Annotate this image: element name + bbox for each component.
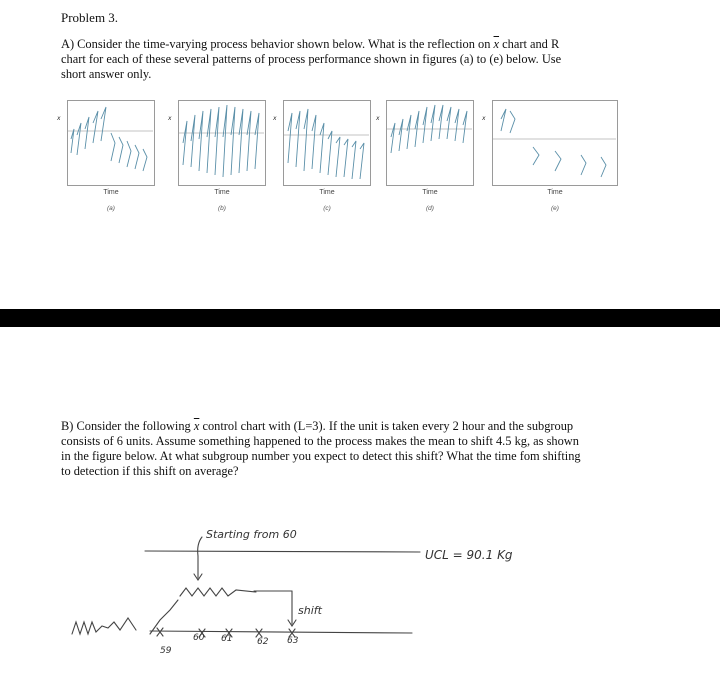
- figure-a-time-label: Time: [103, 189, 119, 196]
- part-b-line1-pre: B) Consider the following: [61, 419, 194, 433]
- subgroup-label-59: 59: [160, 646, 172, 656]
- part-a-line2: chart for each of these several patterns of process performance shown in figures (a) to (e) below. Use: [61, 52, 562, 66]
- xbar-symbol-b: $\overline{x}$: [193, 419, 200, 433]
- figure-d-time-label: Time: [422, 189, 438, 196]
- subgroup-label-63: 63: [287, 636, 299, 646]
- shift-label: shift: [298, 604, 322, 617]
- figure-a-axis-label: x: [57, 115, 61, 122]
- figure-c-pattern: [284, 101, 369, 184]
- figure-c-axis-label: x: [273, 115, 277, 122]
- figure-b: [168, 97, 272, 212]
- post-shift-trace: [180, 588, 256, 596]
- figure-a: [57, 97, 161, 212]
- subgroup-label-60: 60: [193, 633, 205, 643]
- problem-title: Problem 3.: [61, 10, 119, 25]
- redaction-bar: [0, 309, 720, 327]
- figure-b-pattern: [179, 101, 264, 184]
- starting-bracket: [198, 537, 202, 556]
- point-59: [157, 628, 163, 636]
- handwritten-control-chart-sketch: [0, 500, 720, 680]
- figure-a-caption: (a): [107, 205, 115, 212]
- part-a-line3: short answer only.: [61, 67, 152, 81]
- xbar-symbol: $\overline{x}$: [493, 37, 500, 51]
- figure-b-time-label: Time: [214, 189, 230, 196]
- part-b-line3: in the figure below. At what subgroup number you expect to detect this shift? What the time fom shifting: [61, 449, 581, 463]
- figure-d-caption: (d): [426, 205, 434, 212]
- figure-d-axis-label: x: [376, 115, 380, 122]
- figure-e-caption: (e): [551, 205, 559, 212]
- part-a-question: [61, 37, 651, 82]
- figure-b-caption: (b): [218, 205, 226, 212]
- part-b-line4: to detection if this shift on average?: [61, 464, 239, 478]
- ucl-label: UCL = 90.1 Kg: [425, 548, 513, 562]
- part-b-question: [61, 419, 661, 479]
- figure-e: [482, 97, 586, 212]
- figure-e-axis-label: x: [482, 115, 486, 122]
- pre-shift-trace: [72, 618, 136, 634]
- figure-a-pattern: [68, 101, 153, 184]
- part-a-line1-pre: A) Consider the time-varying process behavior shown below. What is the reflection on: [61, 37, 494, 51]
- figure-c: [273, 97, 377, 212]
- figure-e-time-label: Time: [547, 189, 563, 196]
- subgroup-label-62: 62: [257, 637, 269, 647]
- part-a-line1-post: chart and R: [499, 37, 560, 51]
- figure-b-axis-label: x: [168, 115, 172, 122]
- center-line: [150, 631, 412, 633]
- figure-c-time-label: Time: [319, 189, 335, 196]
- starting-from-note: Starting from 60: [206, 528, 297, 541]
- rising-trace: [150, 600, 178, 634]
- figure-c-caption: (c): [323, 205, 331, 212]
- ucl-line: [145, 551, 420, 552]
- part-b-line1-post: control chart with (L=3). If the unit is taken every 2 hour and the subgroup: [199, 419, 574, 433]
- figure-d-pattern: [387, 101, 472, 184]
- subgroup-label-61: 61: [221, 634, 233, 644]
- part-b-line2: consists of 6 units. Assume something happened to the process makes the mean to shift 4.5 kg, as shown: [61, 434, 579, 448]
- figure-e-pattern: [493, 101, 616, 184]
- point-62: [256, 629, 262, 637]
- figure-d: [376, 97, 480, 212]
